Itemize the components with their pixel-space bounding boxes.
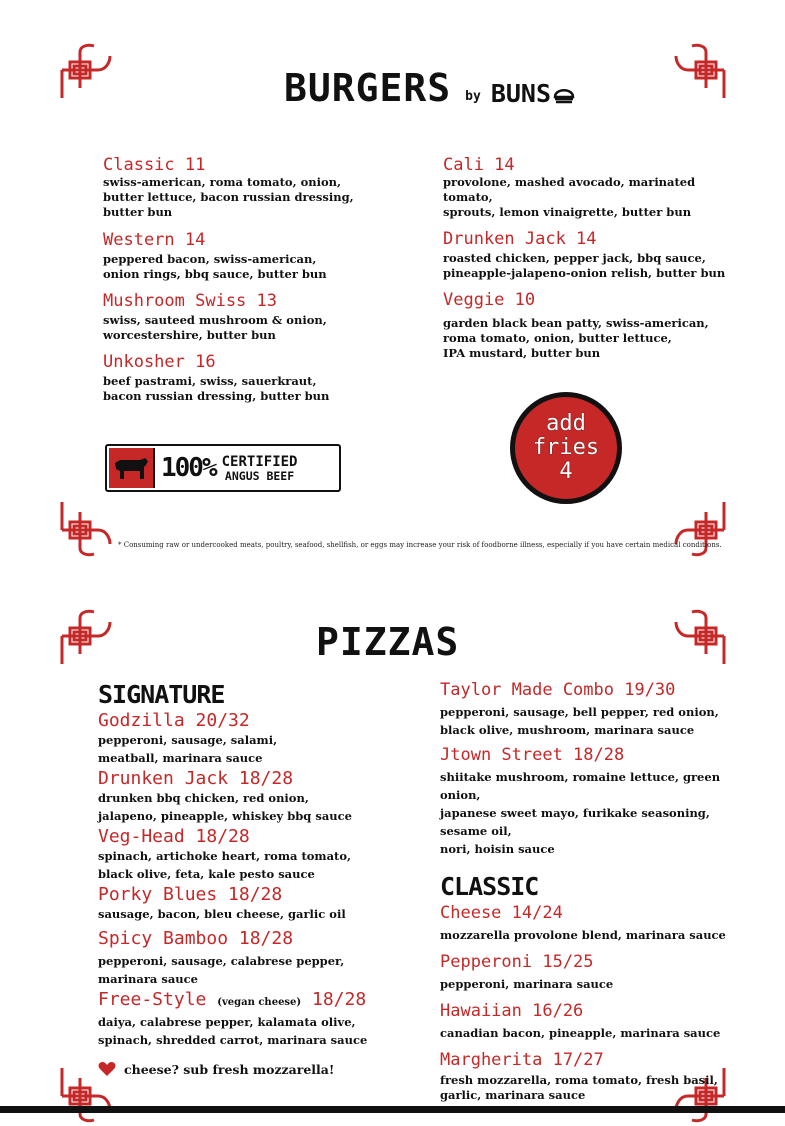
item-description: beef pastrami, swiss, sauerkraut, bacon russian dressing, butter bun xyxy=(103,374,330,403)
item-price: 18/28 xyxy=(312,989,367,1010)
item-name: Taylor Made Combo 19/30 xyxy=(440,680,676,700)
menu-item xyxy=(103,352,413,404)
burgers-header xyxy=(284,66,575,110)
classic-heading: CLASSIC xyxy=(440,872,539,901)
menu-item xyxy=(98,885,418,923)
badge-line-2: ANGUS BEEF xyxy=(224,468,295,483)
item-name: Mushroom Swiss 13 xyxy=(103,291,277,311)
menu-item xyxy=(440,680,740,739)
item-description: swiss-american, roma tomato, onion, butter lettuce, bacon russian dressing, butter bun xyxy=(103,175,354,219)
menu-item xyxy=(440,745,740,858)
item-name: Veggie 10 xyxy=(443,290,536,310)
fries-line-1: add xyxy=(546,411,586,436)
freestyle-name-row xyxy=(98,990,418,1013)
item-name: Classic 11 xyxy=(103,155,206,175)
ornament-corner-icon xyxy=(672,606,728,666)
heart-icon xyxy=(98,1061,116,1077)
menu-item xyxy=(443,229,743,281)
item-name: Pepperoni 15/25 xyxy=(440,952,594,972)
signature-heading: SIGNATURE xyxy=(98,680,225,709)
item-description: pepperoni, sausage, bell pepper, red onion, black olive, mushroom, marinara sauce xyxy=(440,705,719,737)
menu-item xyxy=(440,1050,740,1103)
item-name: Hawaiian 16/26 xyxy=(440,1001,584,1021)
add-fries-circle xyxy=(510,392,622,504)
foodborne-disclaimer: * Consuming raw or undercooked meats, poultry, seafood, shellfish, or eggs may increase your risk of foodborne illness, especially if you have certain medical conditions. xyxy=(118,541,722,549)
item-name: Veg-Head 18/28 xyxy=(98,826,250,847)
item-name: Cheese 14/24 xyxy=(440,903,563,923)
fries-line-2: fries xyxy=(532,435,600,460)
item-description: garden black bean patty, swiss-american, roma tomato, onion, butter lettuce, IPA mustard, butter bun xyxy=(443,316,709,360)
ornament-corner-icon xyxy=(672,500,728,560)
badge-percent: 100% xyxy=(161,453,216,483)
badge-text xyxy=(222,455,298,482)
item-name: Free-Style xyxy=(98,989,207,1010)
item-name: Cali 14 xyxy=(443,155,515,175)
item-description: pepperoni, marinara sauce xyxy=(440,977,614,991)
item-description: roasted chicken, pepper jack, bbq sauce, pineapple-jalapeno-onion relish, butter bun xyxy=(443,251,726,280)
menu-item xyxy=(103,291,413,343)
badge-line-1: CERTIFIED xyxy=(221,453,298,470)
item-name: Jtown Street 18/28 xyxy=(440,745,625,765)
menu-item xyxy=(443,290,743,361)
item-description: swiss, sauteed mushroom & onion, worcestershire, butter bun xyxy=(103,313,327,342)
pizzas-title: PIZZAS xyxy=(316,620,460,664)
item-description: provolone, mashed avocado, marinated tomato, sprouts, lemon vinaigrette, butter bun xyxy=(443,175,696,219)
item-description: pepperoni, sausage, salami, meatball, marinara sauce xyxy=(98,733,278,765)
cow-icon xyxy=(109,448,155,488)
item-description: shiitake mushroom, romaine lettuce, green onion, japanese sweet mayo, furikake seasoning, sesame oil, nori, hoisin sauce xyxy=(440,770,721,856)
item-description: spinach, artichoke heart, roma tomato, black olive, feta, kale pesto sauce xyxy=(98,849,352,881)
item-description: pepperoni, sausage, calabrese pepper, marinara sauce xyxy=(98,954,345,986)
item-name: Godzilla 20/32 xyxy=(98,710,250,731)
item-description: peppered bacon, swiss-american, onion rings, bbq sauce, butter bun xyxy=(103,252,327,281)
menu-item xyxy=(98,827,418,883)
ornament-corner-icon xyxy=(58,500,114,560)
item-name: Drunken Jack 14 xyxy=(443,229,597,249)
ornament-corner-icon xyxy=(672,40,728,100)
vegan-note: (vegan cheese) xyxy=(217,997,302,1008)
burgers-title: BURGERS xyxy=(284,66,452,110)
item-description: sausage, bacon, bleu cheese, garlic oil xyxy=(98,907,346,921)
bottom-rule xyxy=(0,1106,785,1113)
menu-item xyxy=(98,711,418,767)
item-description: drunken bbq chicken, red onion, jalapeno, pineapple, whiskey bbq sauce xyxy=(98,791,352,823)
ornament-corner-icon xyxy=(58,606,114,666)
bun-icon xyxy=(553,85,575,105)
item-name: Spicy Bamboo 18/28 xyxy=(98,928,294,949)
menu-item xyxy=(443,155,743,220)
menu-item xyxy=(440,952,740,993)
item-name: Porky Blues 18/28 xyxy=(98,884,283,905)
item-name: Western 14 xyxy=(103,230,206,250)
menu-item xyxy=(103,230,413,282)
by-label: by xyxy=(465,89,481,104)
item-description: daiya, calabrese pepper, kalamata olive, spinach, shredded carrot, marinara sauce xyxy=(98,1015,368,1047)
ornament-corner-icon xyxy=(58,40,114,100)
item-name: Unkosher 16 xyxy=(103,352,216,372)
menu-item xyxy=(440,903,740,944)
menu-item xyxy=(98,929,418,988)
menu-item xyxy=(440,1001,740,1042)
fries-price: 4 xyxy=(559,459,573,484)
item-name: Margherita 17/27 xyxy=(440,1050,604,1070)
menu-item xyxy=(98,769,418,825)
item-description: fresh mozzarella, roma tomato, fresh basil, garlic, marinara sauce xyxy=(440,1073,718,1102)
pizzas-left-column xyxy=(98,680,418,1077)
heart-note-text: cheese? sub fresh mozzarella! xyxy=(124,1061,335,1077)
item-description: mozzarella provolone blend, marinara sauce xyxy=(440,928,726,942)
certified-angus-badge xyxy=(105,444,341,492)
burgers-right-column xyxy=(443,155,743,361)
item-name: Drunken Jack 18/28 xyxy=(98,768,294,789)
menu-item xyxy=(98,990,418,1049)
heart-note xyxy=(98,1061,418,1077)
brand-logo: BUNS xyxy=(490,79,552,108)
burgers-left-column xyxy=(103,155,413,404)
item-description: canadian bacon, pineapple, marinara sauce xyxy=(440,1026,721,1040)
pizzas-right-column xyxy=(440,680,740,1103)
menu-item xyxy=(103,155,413,220)
